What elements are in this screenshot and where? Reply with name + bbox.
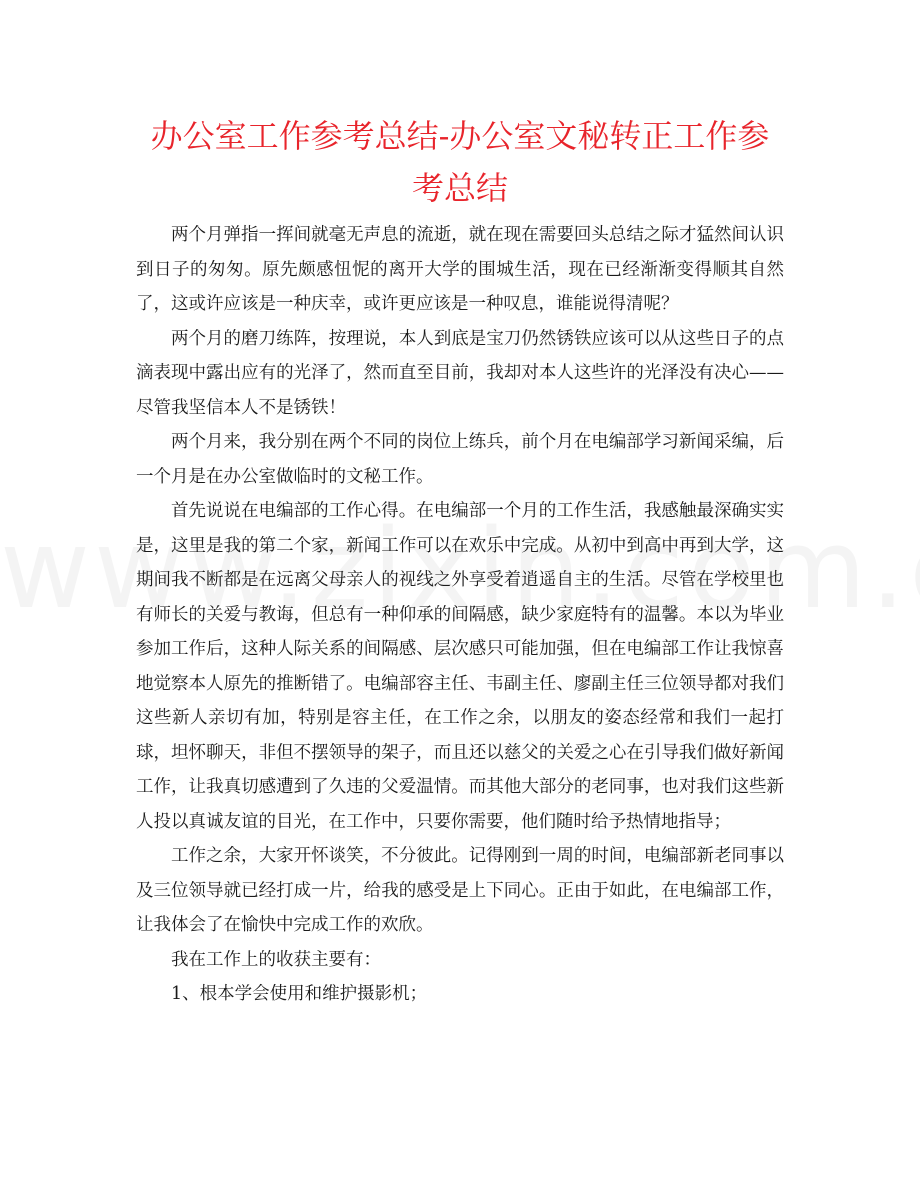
document-body [136, 218, 784, 1012]
paragraph: 我在工作上的收获主要有： [171, 949, 381, 970]
paragraph: 首先说说在电编部的工作心得。在电编部一个月的工作生活，我感触最深确实实是，这里是我的第二个家，新闻工作可以在欢乐中完成。从初中到高中再到大学，这期间我不断都是在远离父母亲人的视线之外享受着逍遥自主的生活。尽管在学校里也有师长的关爱与教诲，但总有一种仰承的间隔感，缺少家庭特有的温馨。本以为毕业参加工作后，这种人际关系的间隔感、层次感只可能加强，但在电编部工作让我惊喜地觉察本人原先的推断错了。电编部容主任、韦副主任、廖副主任三位领导都对我们这些新人亲切有加，特别是容主任，在工作之余，以朋友的姿态经常和我们一起打球，坦怀聊天，非但不摆领导的架子，而且还以慈父的关爱之心在引导我们做好新闻工作，让我真切感遭到了久违的父爱温情。而其他大部分的老同事，也对我们这些新人投以真诚友谊的目光，在工作中，只要你需要，他们随时给予热情地指导； [136, 501, 784, 832]
document-page [136, 110, 784, 1012]
list-item: 1、根本学会使用和维护摄影机； [171, 984, 428, 1004]
paragraph: 两个月的磨刀练阵，按理说，本人到底是宝刀仍然锈铁应该可以从这些日子的点滴表现中露出应有的光泽了，然而直至目前，我却对本人这些许的光泽没有决心——尽管我坚信本人不是锈铁！ [136, 328, 784, 418]
paragraph: 两个月弹指一挥间就毫无声息的流逝，就在现在需要回头总结之际才猛然间认识到日子的匆匆。原先颇感忸怩的离开大学的围城生活，现在已经渐渐变得顺其自然了，这或许应该是一种庆幸，或许更应该是一种叹息，谁能说得清呢？ [136, 225, 784, 314]
paragraph: 两个月来，我分别在两个不同的岗位上练兵，前个月在电编部学习新闻采编，后一个月是在办公室做临时的文秘工作。 [136, 432, 784, 487]
document-title: 办公室工作参考总结-办公室文秘转正工作参考总结 [150, 117, 770, 207]
paragraph: 工作之余，大家开怀谈笑，不分彼此。记得刚到一周的时间，电编部新老同事以及三位领导就已经打成一片，给我的感受是上下同心。正由于如此，在电编部工作，让我体会了在愉快中完成工作的欢欣。 [136, 846, 784, 935]
